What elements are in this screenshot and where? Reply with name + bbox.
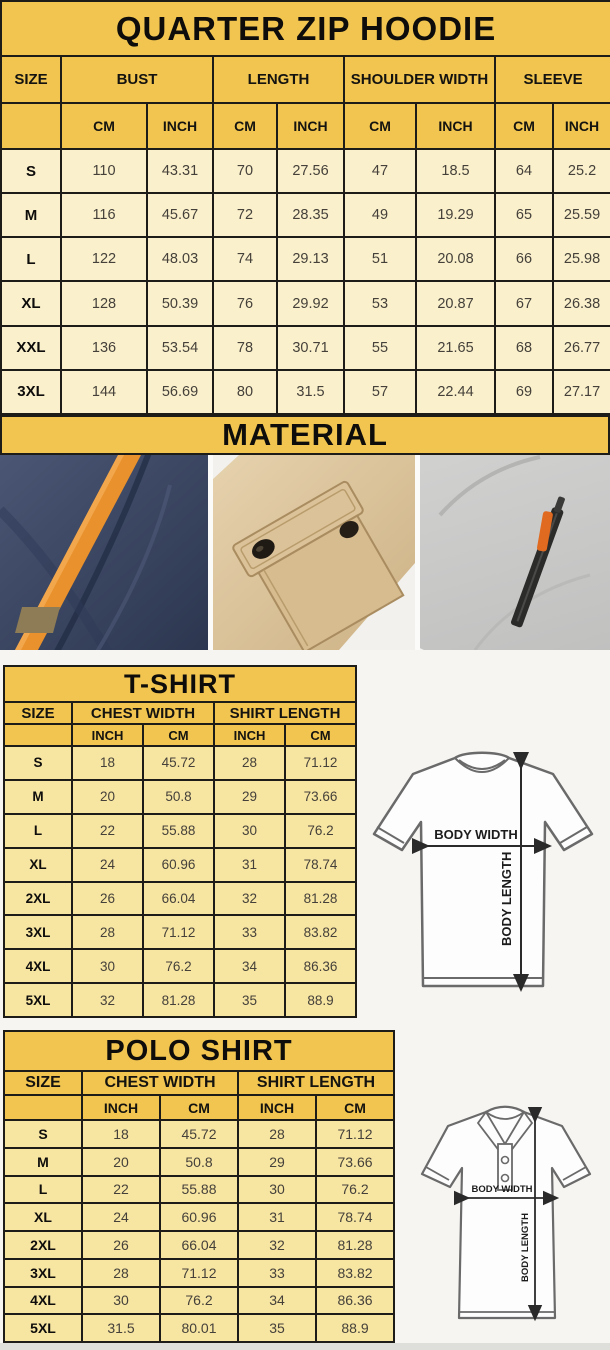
tshirt-size-table	[3, 665, 357, 1018]
value-cell: 29	[238, 1148, 316, 1176]
unit-row	[4, 724, 356, 746]
unit-cell: INCH	[214, 724, 285, 746]
value-cell: 24	[72, 848, 143, 882]
table-row	[4, 983, 356, 1017]
value-cell: 51	[344, 237, 416, 281]
value-cell: 35	[214, 983, 285, 1017]
col-header-chest-width: CHEST WIDTH	[82, 1071, 238, 1095]
value-cell: 33	[238, 1259, 316, 1287]
value-cell: 66.04	[143, 882, 214, 916]
column-group-row	[1, 56, 610, 103]
value-cell: 71.12	[316, 1120, 394, 1148]
value-cell: 50.39	[147, 281, 213, 325]
table-row	[4, 1176, 394, 1204]
column-group-row	[4, 702, 356, 724]
tshirt-measurement-diagram	[356, 728, 608, 1020]
value-cell: 74	[213, 237, 277, 281]
value-cell: 76.2	[143, 949, 214, 983]
value-cell: 88.9	[316, 1314, 394, 1342]
table-row	[4, 746, 356, 780]
unit-cell: INCH	[553, 103, 610, 149]
value-cell: 20	[72, 780, 143, 814]
table-row	[4, 1120, 394, 1148]
value-cell: 32	[238, 1231, 316, 1259]
unit-cell: CM	[213, 103, 277, 149]
value-cell: 128	[61, 281, 147, 325]
value-cell: 25.2	[553, 149, 610, 193]
size-cell: XL	[4, 1203, 82, 1231]
value-cell: 72	[213, 193, 277, 237]
unit-cell: INCH	[82, 1095, 160, 1120]
value-cell: 22	[72, 814, 143, 848]
polo-table-title: POLO SHIRT	[4, 1031, 394, 1071]
value-cell: 70	[213, 149, 277, 193]
material-photo-strip	[0, 455, 610, 650]
value-cell: 33	[214, 915, 285, 949]
size-cell: S	[1, 149, 61, 193]
size-cell: M	[4, 1148, 82, 1176]
size-cell: XL	[1, 281, 61, 325]
value-cell: 78	[213, 326, 277, 370]
value-cell: 29.92	[277, 281, 344, 325]
value-cell: 22.44	[416, 370, 495, 414]
size-cell: 3XL	[4, 1259, 82, 1287]
value-cell: 71.12	[160, 1259, 238, 1287]
value-cell: 83.82	[285, 915, 356, 949]
table-row	[1, 149, 610, 193]
value-cell: 28	[214, 746, 285, 780]
col-header-shirt-length: SHIRT LENGTH	[238, 1071, 394, 1095]
value-cell: 81.28	[316, 1231, 394, 1259]
unit-cell: CM	[495, 103, 553, 149]
unit-cell: CM	[143, 724, 214, 746]
table-title-row	[4, 666, 356, 702]
value-cell: 34	[238, 1287, 316, 1315]
unit-cell: CM	[160, 1095, 238, 1120]
value-cell: 76.2	[316, 1176, 394, 1204]
unit-row	[4, 1095, 394, 1120]
value-cell: 53	[344, 281, 416, 325]
value-cell: 64	[495, 149, 553, 193]
tshirt-outline	[374, 753, 592, 986]
table-row	[4, 949, 356, 983]
value-cell: 86.36	[316, 1287, 394, 1315]
value-cell: 122	[61, 237, 147, 281]
value-cell: 50.8	[160, 1148, 238, 1176]
value-cell: 19.29	[416, 193, 495, 237]
table-title-row	[4, 1031, 394, 1071]
col-header-sleeve: SLEEVE	[495, 56, 610, 103]
size-cell: L	[1, 237, 61, 281]
value-cell: 55.88	[160, 1176, 238, 1204]
value-cell: 26	[82, 1231, 160, 1259]
value-cell: 32	[72, 983, 143, 1017]
value-cell: 49	[344, 193, 416, 237]
value-cell: 45.72	[160, 1120, 238, 1148]
size-cell: 4XL	[4, 949, 72, 983]
unit-cell: INCH	[147, 103, 213, 149]
col-header-size: SIZE	[4, 1071, 82, 1095]
table-row	[4, 848, 356, 882]
body-width-label: BODY WIDTH	[471, 1184, 533, 1195]
size-cell: L	[4, 814, 72, 848]
table-row	[1, 237, 610, 281]
value-cell: 31.5	[277, 370, 344, 414]
column-group-row	[4, 1071, 394, 1095]
polo-size-table	[3, 1030, 395, 1343]
polo-button	[502, 1157, 509, 1164]
value-cell: 81.28	[143, 983, 214, 1017]
value-cell: 73.66	[285, 780, 356, 814]
value-cell: 86.36	[285, 949, 356, 983]
value-cell: 76	[213, 281, 277, 325]
col-header-shoulder-width: SHOULDER WIDTH	[344, 56, 495, 103]
col-header-chest-width: CHEST WIDTH	[72, 702, 214, 724]
body-length-label: BODY LENGTH	[499, 851, 514, 946]
value-cell: 18	[82, 1120, 160, 1148]
size-cell: M	[4, 780, 72, 814]
value-cell: 24	[82, 1203, 160, 1231]
value-cell: 18.5	[416, 149, 495, 193]
value-cell: 31	[238, 1203, 316, 1231]
value-cell: 26.77	[553, 326, 610, 370]
value-cell: 22	[82, 1176, 160, 1204]
value-cell: 66	[495, 237, 553, 281]
value-cell: 30	[82, 1287, 160, 1315]
size-cell: 4XL	[4, 1287, 82, 1315]
value-cell: 60.96	[160, 1203, 238, 1231]
unit-cell: CM	[316, 1095, 394, 1120]
table-row	[4, 814, 356, 848]
table-row	[4, 780, 356, 814]
unit-cell: CM	[344, 103, 416, 149]
value-cell: 20	[82, 1148, 160, 1176]
tshirt-table-title: T-SHIRT	[4, 666, 356, 702]
value-cell: 69	[495, 370, 553, 414]
value-cell: 43.31	[147, 149, 213, 193]
value-cell: 45.67	[147, 193, 213, 237]
table-row	[4, 1148, 394, 1176]
polo-measurement-diagram	[402, 1086, 608, 1346]
value-cell: 80	[213, 370, 277, 414]
unit-empty-cell	[4, 1095, 82, 1120]
size-cell: XXL	[1, 326, 61, 370]
value-cell: 78.74	[316, 1203, 394, 1231]
value-cell: 55.88	[143, 814, 214, 848]
col-header-length: LENGTH	[213, 56, 344, 103]
value-cell: 30.71	[277, 326, 344, 370]
value-cell: 88.9	[285, 983, 356, 1017]
value-cell: 71.12	[143, 915, 214, 949]
unit-cell: INCH	[72, 724, 143, 746]
body-length-label: BODY LENGTH	[520, 1213, 531, 1282]
value-cell: 28	[82, 1259, 160, 1287]
value-cell: 27.56	[277, 149, 344, 193]
table-title-row	[1, 1, 610, 56]
value-cell: 71.12	[285, 746, 356, 780]
value-cell: 28	[72, 915, 143, 949]
table-row	[4, 882, 356, 916]
size-cell: 2XL	[4, 1231, 82, 1259]
value-cell: 76.2	[285, 814, 356, 848]
size-cell: 5XL	[4, 983, 72, 1017]
value-cell: 76.2	[160, 1287, 238, 1315]
material-photo-gray-zipper	[420, 455, 610, 650]
value-cell: 25.98	[553, 237, 610, 281]
polo-outline	[422, 1107, 590, 1318]
size-cell: 3XL	[1, 370, 61, 414]
value-cell: 53.54	[147, 326, 213, 370]
unit-row	[1, 103, 610, 149]
value-cell: 29	[214, 780, 285, 814]
value-cell: 25.59	[553, 193, 610, 237]
value-cell: 78.74	[285, 848, 356, 882]
value-cell: 68	[495, 326, 553, 370]
value-cell: 29.13	[277, 237, 344, 281]
value-cell: 65	[495, 193, 553, 237]
value-cell: 80.01	[160, 1314, 238, 1342]
value-cell: 30	[238, 1176, 316, 1204]
value-cell: 56.69	[147, 370, 213, 414]
value-cell: 35	[238, 1314, 316, 1342]
polo-button	[502, 1175, 509, 1182]
table-row	[4, 915, 356, 949]
value-cell: 47	[344, 149, 416, 193]
size-cell: 5XL	[4, 1314, 82, 1342]
value-cell: 31.5	[82, 1314, 160, 1342]
value-cell: 18	[72, 746, 143, 780]
value-cell: 27.17	[553, 370, 610, 414]
size-cell: M	[1, 193, 61, 237]
col-header-size: SIZE	[1, 56, 61, 103]
value-cell: 136	[61, 326, 147, 370]
value-cell: 26	[72, 882, 143, 916]
table-row	[4, 1287, 394, 1315]
value-cell: 57	[344, 370, 416, 414]
value-cell: 30	[214, 814, 285, 848]
unit-cell: INCH	[416, 103, 495, 149]
size-cell: 2XL	[4, 882, 72, 916]
value-cell: 48.03	[147, 237, 213, 281]
value-cell: 81.28	[285, 882, 356, 916]
value-cell: 144	[61, 370, 147, 414]
bottom-edge-strip	[0, 1343, 610, 1350]
table-row	[1, 281, 610, 325]
col-header-size: SIZE	[4, 702, 72, 724]
size-cell: XL	[4, 848, 72, 882]
value-cell: 66.04	[160, 1231, 238, 1259]
value-cell: 28	[238, 1120, 316, 1148]
unit-empty-cell	[4, 724, 72, 746]
material-photo-khaki-pocket	[213, 455, 415, 650]
unit-empty-cell	[1, 103, 61, 149]
value-cell: 21.65	[416, 326, 495, 370]
col-header-bust: BUST	[61, 56, 213, 103]
value-cell: 83.82	[316, 1259, 394, 1287]
value-cell: 20.08	[416, 237, 495, 281]
value-cell: 28.35	[277, 193, 344, 237]
unit-cell: CM	[285, 724, 356, 746]
value-cell: 26.38	[553, 281, 610, 325]
col-header-shirt-length: SHIRT LENGTH	[214, 702, 356, 724]
unit-cell: INCH	[277, 103, 344, 149]
table-row	[4, 1203, 394, 1231]
table-row	[1, 193, 610, 237]
table-row	[1, 370, 610, 414]
value-cell: 31	[214, 848, 285, 882]
table-row	[4, 1231, 394, 1259]
value-cell: 50.8	[143, 780, 214, 814]
material-photo-navy-drawstring	[0, 455, 208, 650]
hoodie-size-table	[0, 0, 610, 415]
unit-cell: INCH	[238, 1095, 316, 1120]
value-cell: 73.66	[316, 1148, 394, 1176]
table-row	[1, 326, 610, 370]
size-cell: 3XL	[4, 915, 72, 949]
size-cell: S	[4, 1120, 82, 1148]
material-section-title: MATERIAL	[0, 415, 610, 455]
table-row	[4, 1259, 394, 1287]
unit-cell: CM	[61, 103, 147, 149]
value-cell: 67	[495, 281, 553, 325]
value-cell: 60.96	[143, 848, 214, 882]
value-cell: 20.87	[416, 281, 495, 325]
value-cell: 32	[214, 882, 285, 916]
drawstring-adjuster	[15, 607, 60, 633]
value-cell: 116	[61, 193, 147, 237]
value-cell: 55	[344, 326, 416, 370]
body-width-label: BODY WIDTH	[434, 827, 518, 842]
value-cell: 30	[72, 949, 143, 983]
size-cell: S	[4, 746, 72, 780]
value-cell: 34	[214, 949, 285, 983]
value-cell: 45.72	[143, 746, 214, 780]
value-cell: 110	[61, 149, 147, 193]
table-row	[4, 1314, 394, 1342]
size-cell: L	[4, 1176, 82, 1204]
hoodie-table-title: QUARTER ZIP HOODIE	[1, 1, 610, 56]
